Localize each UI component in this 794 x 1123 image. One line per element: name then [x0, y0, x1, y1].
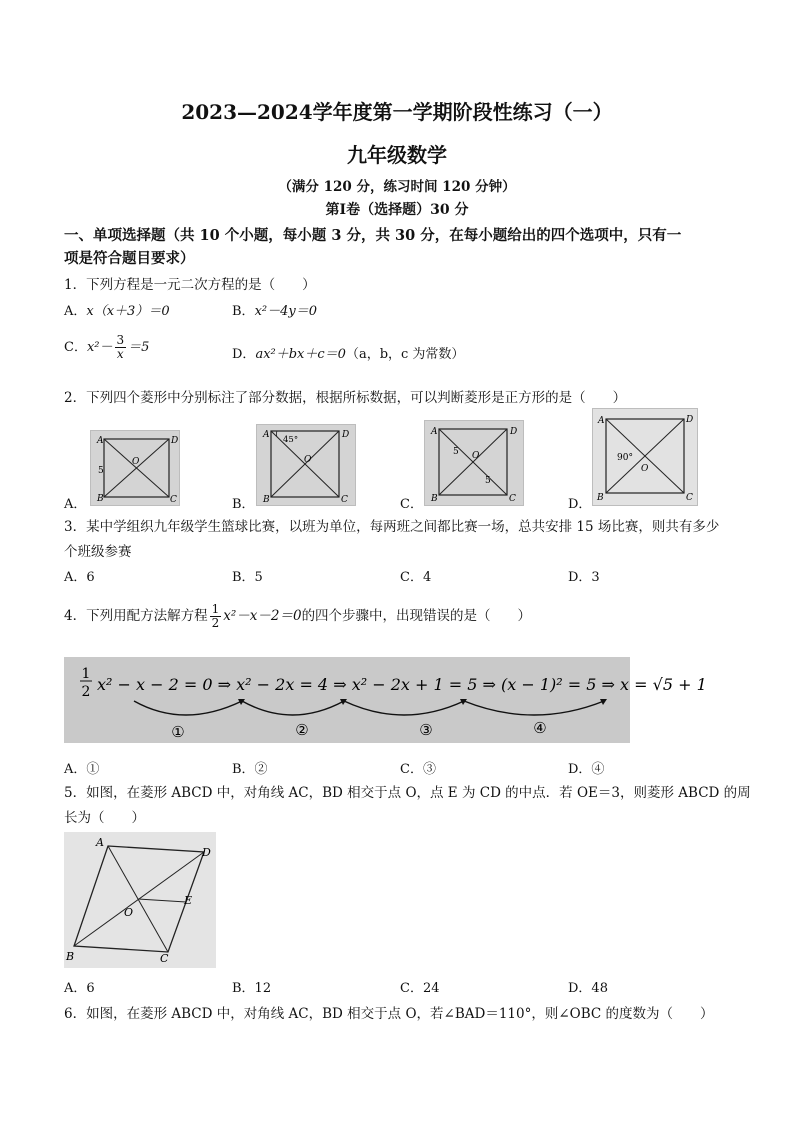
fig-d-label-o: O [641, 464, 649, 474]
q4-marker-3: ③ [419, 721, 433, 739]
q2-option-b[interactable]: B． [232, 497, 255, 512]
q2-stem: 2．下列四个菱形中分别标注了部分数据，根据所标数据，可以判断菱形是正方形的是（ ） [64, 390, 627, 406]
q1-c-post: ＝5 [128, 340, 150, 355]
q4-option-c[interactable]: C．③ [400, 762, 436, 777]
q3-option-c[interactable]: C．4 [400, 570, 432, 585]
section-heading-line2: 项是符合题目要求） [64, 250, 195, 267]
q5-label-e: E [184, 894, 193, 907]
q6-stem: 6．如图，在菱形 ABCD 中，对角线 AC，BD 相交于点 O，若∠BAD＝110°，则∠OBC 的度数为（ ） [64, 1006, 714, 1022]
q2-option-a[interactable]: A． [64, 497, 87, 512]
q3-option-d[interactable]: D．3 [568, 570, 600, 585]
q4-stem-math: x²－x－2＝0 [223, 608, 302, 624]
q1-c-pre: x²－ [86, 340, 113, 355]
q5-option-a[interactable]: A．6 [64, 981, 95, 996]
q5-option-d[interactable]: D．48 [568, 981, 608, 996]
fig-d-label-d: D [686, 415, 694, 425]
fig-b-label-d: D [342, 430, 350, 440]
fig-d-label-c: C [686, 493, 693, 503]
fig-c-label-d: D [510, 427, 518, 437]
q1-c-label: C． [64, 340, 87, 355]
q1-option-a[interactable] [64, 300, 170, 319]
volume-title: 第Ⅰ卷（选择题）30 分 [325, 202, 469, 218]
q1-c-num: 3 [116, 333, 125, 347]
q5-option-c[interactable]: C．24 [400, 981, 440, 996]
fig-c-label-c: C [509, 494, 516, 504]
fig-a-mark: 5 [98, 466, 104, 476]
q4-marker-2: ② [295, 721, 309, 739]
fig-b-label-a: A [263, 430, 270, 440]
fig-a-label-a: A [97, 436, 104, 446]
q5-label-c: C [160, 952, 169, 965]
q1-b-label: B． [232, 304, 255, 319]
fig-b-label-o: O [304, 455, 312, 465]
q5-stem-line1: 5．如图，在菱形 ABCD 中，对角线 AC，BD 相交于点 O，点 E 为 CD 的中点．若 OE＝3，则菱形 ABCD 的周 [64, 785, 751, 801]
fig-d-label-a: A [598, 416, 605, 426]
q1-a-math: x（x＋3）＝0 [86, 304, 170, 319]
q4-steps-photo [64, 657, 707, 743]
subject-title: 九年级数学 [347, 143, 447, 167]
q3-stem-line2: 个班级参赛 [64, 544, 132, 560]
q2-figure-a [90, 430, 180, 506]
fig-a-label-c: C [170, 495, 177, 505]
fig-c-mark2: 5 [485, 476, 491, 486]
fig-b-mark: 45° [283, 435, 299, 445]
fig-c-label-o: O [472, 451, 480, 461]
q4-frac-num: 1 [211, 602, 220, 616]
q2-figure-c [424, 420, 524, 506]
q4-fraction [210, 603, 222, 630]
q5-stem-line2: 长为（ ） [64, 810, 145, 826]
fig-b-label-c: C [341, 495, 348, 505]
q1-a-label: A． [64, 304, 87, 319]
q4-step-frac-num: 1 [81, 666, 91, 682]
q5-figure [64, 832, 216, 968]
q1-d-note: （a，b，c 为常数） [345, 347, 465, 362]
q3-stem-line1: 3．某中学组织九年级学生篮球比赛，以班为单位，每两班之间都比赛一场，总共安排 15 场比赛，则共有多少 [64, 519, 720, 535]
q5-label-a: A [96, 836, 104, 849]
fig-c-label-a: A [431, 427, 438, 437]
q3-option-a[interactable]: A．6 [64, 570, 95, 585]
q5-label-d: D [202, 846, 211, 859]
q5-label-b: B [66, 950, 75, 963]
fig-c-mark1: 5 [453, 447, 459, 457]
q1-c-fraction [115, 334, 127, 361]
q1-c-den: x [116, 347, 124, 361]
q5-option-b[interactable]: B．12 [232, 981, 272, 996]
q4-option-d[interactable]: D．④ [568, 762, 605, 777]
q2-option-d[interactable]: D． [568, 497, 592, 512]
q4-steps-text: x² − x − 2 = 0 ⇒ x² − 2x = 4 ⇒ x² − 2x + 1 = 5 ⇒ (x − 1)² = 5 ⇒ x = √5 + 1 [97, 675, 707, 694]
q1-b-math: x²－4y＝0 [254, 304, 317, 319]
q4-marker-1: ① [171, 723, 185, 741]
q4-step-frac-den: 2 [81, 684, 91, 700]
q2-figure-b [256, 424, 356, 506]
q2-option-c[interactable]: C． [400, 497, 423, 512]
fig-a-label-d: D [171, 436, 179, 446]
exam-info: （满分 120 分，练习时间 120 分钟） [278, 179, 516, 195]
q2-figure-d [592, 408, 698, 506]
fig-b-label-b: B [263, 495, 270, 505]
q1-d-math: ax²＋bx＋c＝0 [255, 347, 346, 362]
q3-option-b[interactable]: B．5 [232, 570, 263, 585]
q4-option-b[interactable]: B．② [232, 762, 268, 777]
q4-stem-pre: 4．下列用配方法解方程 [64, 608, 208, 624]
q4-marker-4: ④ [533, 719, 547, 737]
q1-stem: 1．下列方程是一元二次方程的是（ ） [64, 277, 316, 293]
fig-a-label-o: O [132, 457, 140, 467]
q4-stem-post: 的四个步骤中，出现错误的是（ ） [301, 608, 532, 624]
q4-frac-den: 2 [211, 616, 220, 630]
q4-stem [64, 603, 531, 630]
section-heading-line1: 一、单项选择题（共 10 个小题，每小题 3 分，共 30 分，在每小题给出的四个选项中，只有一 [64, 227, 682, 244]
q1-option-b[interactable] [232, 300, 317, 319]
fig-d-label-b: B [597, 493, 604, 503]
q1-option-c[interactable] [64, 334, 149, 361]
q4-option-a[interactable]: A．① [64, 762, 100, 777]
exam-title: 2023—2024学年度第一学期阶段性练习（一） [181, 100, 613, 124]
q5-label-o: O [124, 906, 134, 919]
q1-d-label: D． [232, 347, 256, 362]
fig-d-mark: 90° [617, 453, 633, 463]
fig-c-label-b: B [431, 494, 438, 504]
fig-a-label-b: B [97, 494, 104, 504]
q1-option-d[interactable] [232, 343, 464, 362]
